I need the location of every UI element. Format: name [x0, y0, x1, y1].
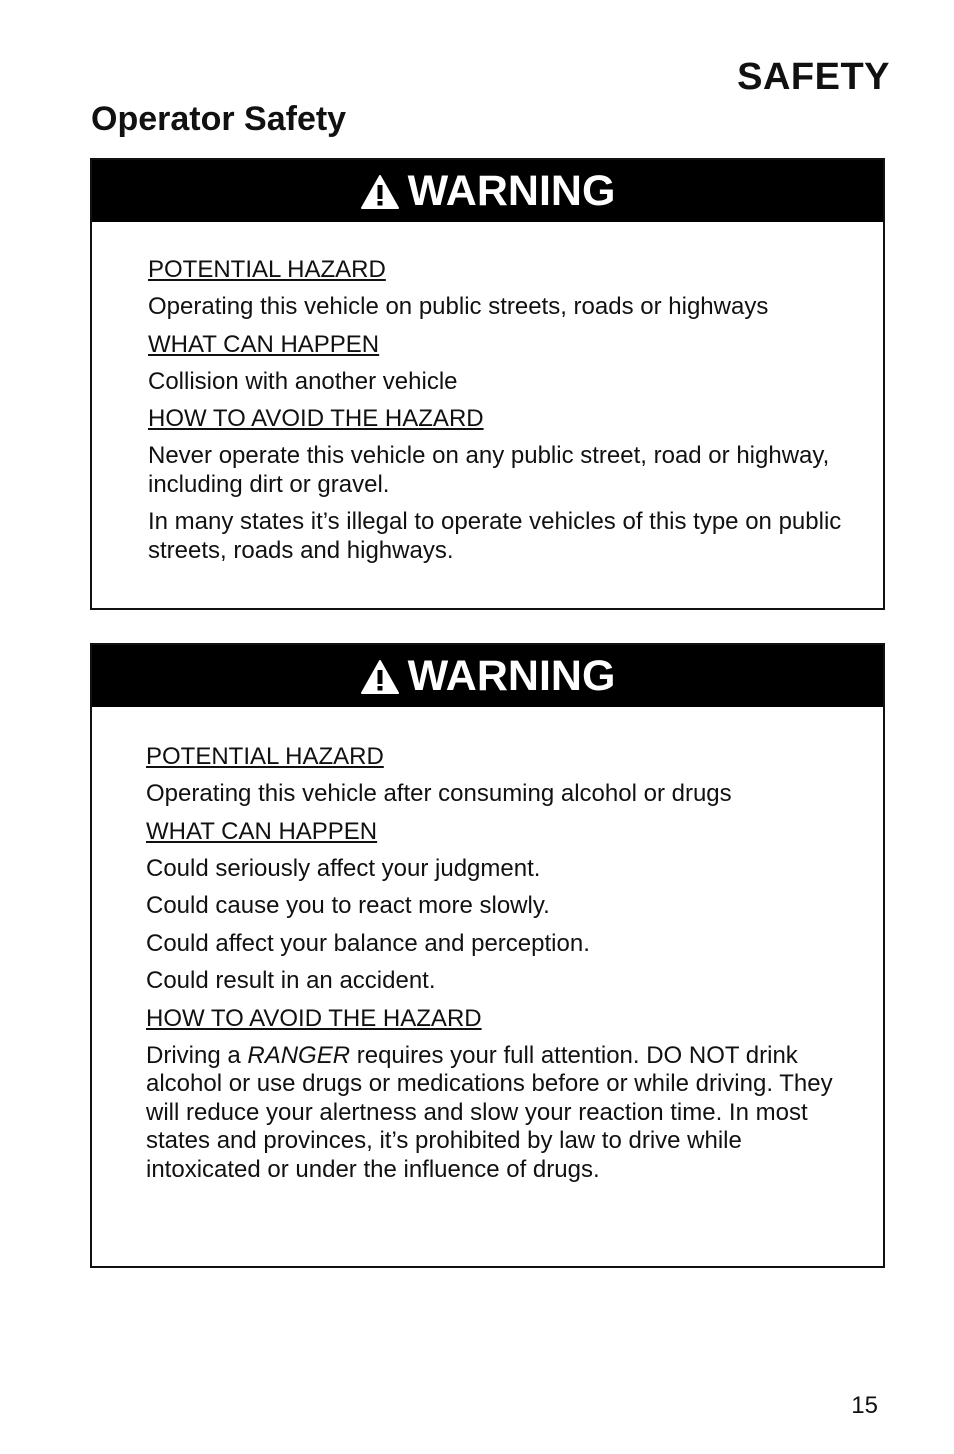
warning-body [92, 743, 883, 1184]
page-number: 15 [851, 1392, 878, 1419]
warning-box-public-roads [90, 158, 885, 610]
potential-hazard-text: Operating this vehicle after consuming alcohol or drugs [146, 780, 732, 807]
how-to-avoid-text: Never operate this vehicle on any public street, road or highway, including dirt or gravel. [148, 442, 830, 498]
warning-title: WARNING [407, 166, 616, 215]
what-can-happen-text: Collision with another vehicle [148, 367, 458, 395]
potential-hazard-label: POTENTIAL HAZARD [148, 256, 386, 283]
subsection-title: Operator Safety [91, 100, 347, 138]
warning-box-alcohol-drugs [90, 643, 885, 1268]
potential-hazard-text: Operating this vehicle on public streets, roads or highways [148, 293, 769, 320]
warning-header [92, 160, 883, 222]
what-can-happen-text: Could affect your balance and perception. [146, 929, 590, 957]
how-to-avoid-label: HOW TO AVOID THE HAZARD [148, 405, 484, 432]
warning-triangle-icon [360, 659, 400, 695]
section-title: SAFETY [737, 56, 890, 98]
how-to-avoid-text: In many states it’s illegal to operate vehicles of this type on public streets, roads and highways. [148, 508, 842, 564]
what-can-happen-label: WHAT CAN HAPPEN [148, 330, 380, 358]
warning-header [92, 645, 883, 707]
potential-hazard-label: POTENTIAL HAZARD [146, 743, 384, 770]
what-can-happen-text: Could cause you to react more slowly. [146, 892, 550, 919]
how-to-avoid-label: HOW TO AVOID THE HAZARD [146, 1004, 482, 1032]
warning-body [92, 256, 883, 565]
what-can-happen-label: WHAT CAN HAPPEN [146, 817, 378, 845]
how-to-avoid-text [146, 1042, 843, 1185]
how-to-avoid-prefix: Driving a [146, 1041, 241, 1069]
ranger-product-name: RANGER [247, 1041, 351, 1069]
how-to-avoid-rest: requires your full attention. DO NOT drink alcohol or use drugs or medications before or while driving. They will reduce your alertness and slow your reaction time. In most states and provinces, it’s prohibited by law to drive while intoxicated or under the influence of drugs. [146, 1041, 833, 1183]
what-can-happen-text: Could seriously affect your judgment. [146, 854, 541, 882]
what-can-happen-text: Could result in an accident. [146, 967, 436, 994]
warning-triangle-icon [360, 174, 400, 210]
warning-title: WARNING [407, 651, 616, 700]
